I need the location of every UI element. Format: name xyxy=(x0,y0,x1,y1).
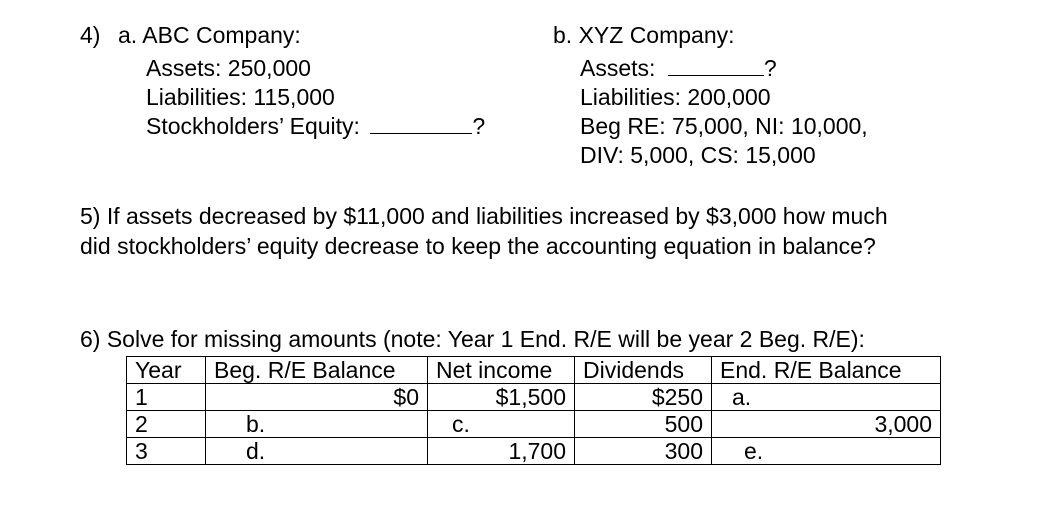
q6-prompt: 6) Solve for missing amounts (note: Year 1 End. R/E will be year 2 Beg. R/E): xyxy=(80,326,865,352)
cell-net-income: $1,500 xyxy=(428,384,575,411)
cell-year: 3 xyxy=(127,438,206,465)
table-row xyxy=(127,411,941,438)
retained-earnings-table xyxy=(126,356,941,465)
q4a-equity-blank xyxy=(370,113,472,134)
q4b-assets xyxy=(580,55,777,82)
table-row xyxy=(127,438,941,465)
header-net-income: Net income xyxy=(428,357,575,384)
q4-number: 4) xyxy=(80,22,101,48)
q4b-assets-blank xyxy=(668,55,764,76)
cell-beg-re: b. xyxy=(206,411,428,438)
q4b-line2: DIV: 5,000, CS: 15,000 xyxy=(580,142,816,168)
header-dividends: Dividends xyxy=(575,357,712,384)
cell-dividends: 500 xyxy=(575,411,712,438)
cell-end-re: 3,000 xyxy=(712,411,941,438)
header-end-re: End. R/E Balance xyxy=(712,357,941,384)
q4b-liabilities: Liabilities: 200,000 xyxy=(580,84,771,110)
q4a-liabilities: Liabilities: 115,000 xyxy=(146,84,335,110)
header-beg-re: Beg. R/E Balance xyxy=(206,357,428,384)
q4b-assets-label: Assets: xyxy=(580,55,656,81)
cell-year: 1 xyxy=(127,384,206,411)
table-header-row xyxy=(127,357,941,384)
q4b-line1: Beg RE: 75,000, NI: 10,000, xyxy=(580,113,868,139)
q4a-assets: Assets: 250,000 xyxy=(146,55,311,81)
q4a-equity-question: ? xyxy=(472,113,486,139)
q5-line1: 5) If assets decreased by $11,000 and liabilities increased by $3,000 how much xyxy=(80,203,888,229)
cell-net-income: c. xyxy=(428,411,575,438)
q4b-assets-question: ? xyxy=(763,55,777,81)
cell-beg-re: d. xyxy=(206,438,428,465)
q4a-equity-label: Stockholders’ Equity: xyxy=(146,113,360,139)
table-row xyxy=(127,384,941,411)
cell-end-re: a. xyxy=(712,384,941,411)
q5-line2: did stockholders’ equity decrease to keep the accounting equation in balance? xyxy=(80,233,876,259)
q4b-title: b. XYZ Company: xyxy=(553,22,735,48)
header-year: Year xyxy=(127,357,206,384)
cell-dividends: $250 xyxy=(575,384,712,411)
cell-year: 2 xyxy=(127,411,206,438)
cell-net-income: 1,700 xyxy=(428,438,575,465)
q4a-equity xyxy=(146,113,485,140)
cell-beg-re: $0 xyxy=(206,384,428,411)
cell-end-re: e. xyxy=(712,438,941,465)
q4a-title: a. ABC Company: xyxy=(118,22,301,48)
cell-dividends: 300 xyxy=(575,438,712,465)
